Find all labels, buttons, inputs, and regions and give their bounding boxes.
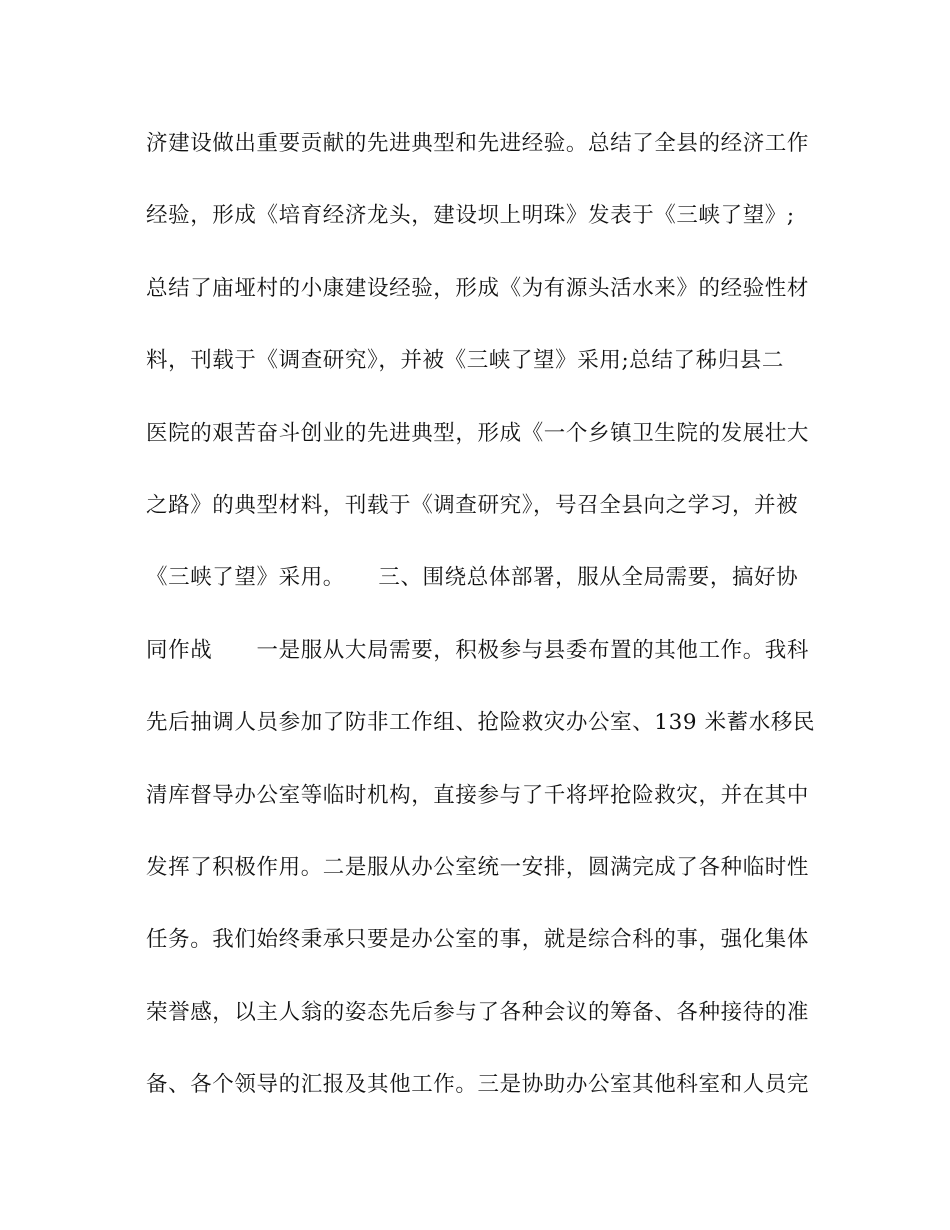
text-line-6: 之路》的典型材料，刊载于《调查研究》，号召全县向之学习，并被 xyxy=(146,492,799,518)
text-line-13: 荣誉感，以主人翁的姿态先后参与了各种会议的筹备、各种接待的准 xyxy=(146,999,810,1025)
text-line-14: 备、各个领导的汇报及其他工作。三是协助办公室其他科室和人员完 xyxy=(146,1072,810,1098)
text-line-3: 总结了庙垭村的小康建设经验，形成《为有源头活水来》的经验性材 xyxy=(146,275,810,301)
text-line-12: 任务。我们始终秉承只要是办公室的事，就是综合科的事，强化集体 xyxy=(146,927,810,953)
text-line-2: 经验，形成《培育经济龙头，建设坝上明珠》发表于《三峡了望》; xyxy=(146,203,795,229)
text-line-8: 同作战 一是服从大局需要，积极参与县委布置的其他工作。我科 xyxy=(146,637,810,663)
text-line-1: 济建设做出重要贡献的先进典型和先进经验。总结了全县的经济工作 xyxy=(146,131,810,156)
text-line-10: 清库督导办公室等临时机构，直接参与了千将坪抢险救灾，并在其中 xyxy=(146,782,810,808)
text-line-4: 料，刊载于《调查研究》，并被《三峡了望》采用;总结了秭归县二 xyxy=(146,348,784,374)
document-body xyxy=(146,126,816,1139)
text-line-9: 先后抽调人员参加了防非工作组、抢险救灾办公室、139 米蓄水移民 xyxy=(146,710,816,736)
text-line-11: 发挥了积极作用。二是服从办公室统一安排，圆满完成了各种临时性 xyxy=(146,854,810,880)
text-line-5: 医院的艰苦奋斗创业的先进典型，形成《一个乡镇卫生院的发展壮大 xyxy=(146,420,810,446)
text-line-7: 《三峡了望》采用。 三、围绕总体部署，服从全局需要，搞好协 xyxy=(146,565,799,591)
